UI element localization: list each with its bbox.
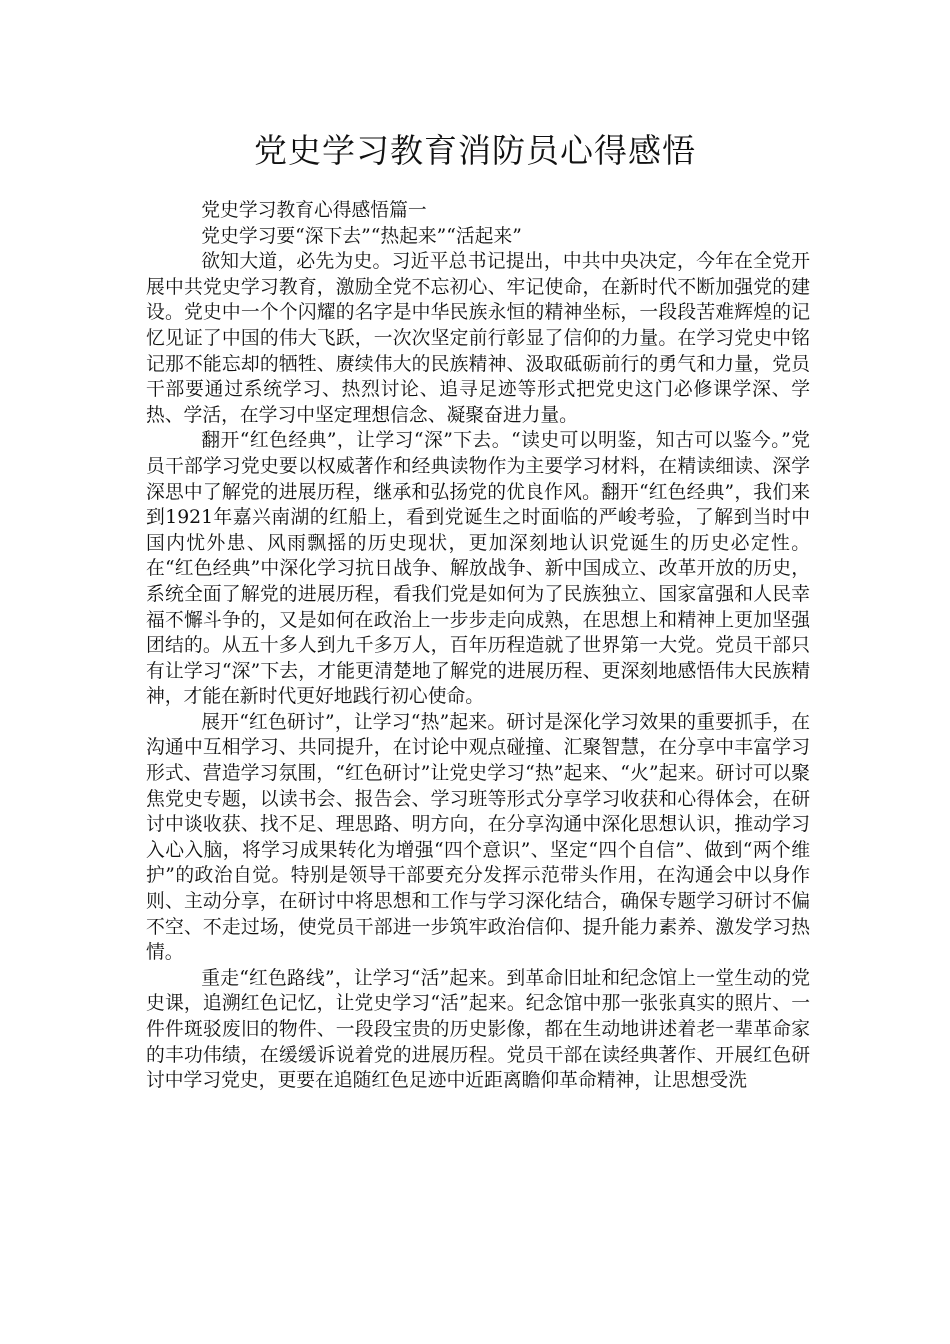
document-body	[146, 198, 810, 1094]
paragraph-intro: 欲知大道，必先为史。习近平总书记提出，中共中央决定，今年在全党开展中共党史学习教育，激励全党不忘初心、牢记使命，在新时代不断加强党的建设。党史中一个个闪耀的名字是中华民族永恒的精神坐标，一段段苦难辉煌的记忆见证了中国的伟大飞跃，一次次坚定前行彰显了信仰的力量。在学习党史中铭记那不能忘却的牺牲、赓续伟大的民族精神、汲取砥砺前行的勇气和力量，党员干部要通过系统学习、热烈讨论、追寻足迹等形式把党史这门必修课学深、学热、学活，在学习中坚定理想信念、凝聚奋进力量。	[146, 251, 810, 426]
section-heading: 党史学习教育心得感悟篇一	[201, 200, 427, 221]
document-title: 党史学习教育消防员心得感悟	[254, 131, 696, 170]
article-heading: 党史学习要“深下去”“热起来”“活起来”	[201, 225, 522, 247]
paragraph-red-seminar: 展开“红色研讨”，让学习“热”起来。研讨是深化学习效果的重要抓手，在沟通中互相学习、共同提升，在讨论中观点碰撞、汇聚智慧，在分享中丰富学习形式、营造学习氛围，“红色研讨”让党史学习“热”起来、“火”起来。研讨可以聚焦党史专题，以读书会、报告会、学习班等形式分享学习收获和心得体会，在研讨中谈收获、找不足、理思路、明方向，在分享沟通中深化思想认识，推动学习入心入脑，将学习成果转化为增强“四个意识”、坚定“四个自信”、做到“两个维护”的政治自觉。特别是领导干部要充分发挥示范带头作用，在沟通会中以身作则、主动分享，在研讨中将思想和工作与学习深化结合，确保专题学习研讨不偏不空、不走过场，使党员干部进一步筑牢政治信仰、提升能力素养、激发学习热情。	[146, 711, 810, 964]
paragraph-red-classics: 翻开“红色经典”，让学习“深”下去。“读史可以明鉴，知古可以鉴今。”党员干部学习党史要以权威著作和经典读物作为主要学习材料，在精读细读、深学深思中了解党的进展历程，继承和弘扬党的优良作风。翻开“红色经典”，我们来到1921年嘉兴南湖的红船上，看到党诞生之时面临的严峻考验，了解到当时中国内忧外患、风雨飘摇的历史现状，更加深刻地认识党诞生的历史必定性。在“红色经典”中深化学习抗日战争、解放战争、新中国成立、改革开放的历史，系统全面了解党的进展历程，看我们党是如何为了民族独立、国家富强和人民幸福不懈斗争的，又是如何在政治上一步步走向成熟，在思想上和精神上更加坚强团结的。从五十多人到九千多万人，百年历程造就了世界第一大党。党员干部只有让学习“深”下去，才能更清楚地了解党的进展历程、更深刻地感悟伟大民族精神，才能在新时代更好地践行初心使命。	[146, 430, 810, 708]
paragraph-red-route: 重走“红色路线”，让学习“活”起来。到革命旧址和纪念馆上一堂生动的党史课，追溯红色记忆，让党史学习“活”起来。纪念馆中那一张张真实的照片、一件件斑驳废旧的物件、一段段宝贵的历史影像，都在生动地讲述着老一辈革命家的丰功伟绩，在缓缓诉说着党的进展历程。党员干部在读经典著作、开展红色研讨中学习党史，更要在追随红色足迹中近距离瞻仰革命精神，让思想受洗	[146, 967, 810, 1092]
